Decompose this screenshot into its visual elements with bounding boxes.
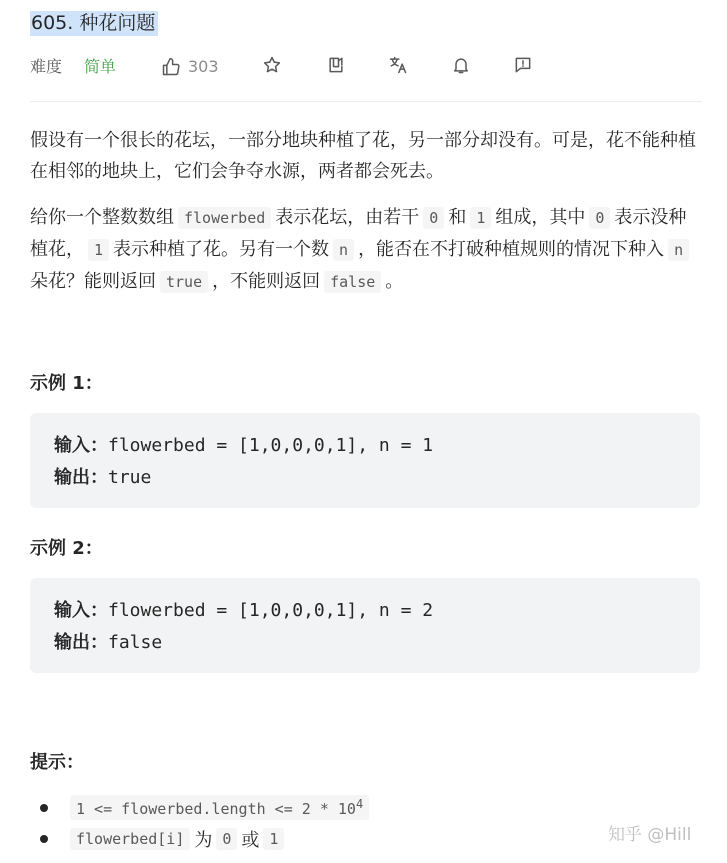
example-2-block (30, 578, 700, 673)
inline-code: n (333, 239, 354, 261)
like-count: 303 (188, 57, 219, 76)
output-value: true (108, 467, 152, 488)
output-label: 输出： (54, 467, 108, 488)
like-button[interactable] (160, 54, 219, 80)
description-paragraph-1: 假设有一个很长的花坛，一部分地块种植了花，另一部分却没有。可是，花不能种植在相邻的地块上，它们会争夺水源，两者都会死去。 (30, 130, 696, 182)
difficulty-label: 难度 (30, 57, 63, 76)
input-value: flowerbed = [1,0,0,0,1], n = 1 (108, 435, 434, 456)
example-1-block (30, 413, 700, 508)
input-value: flowerbed = [1,0,0,0,1], n = 2 (108, 600, 434, 621)
hint-item-2 (70, 826, 288, 852)
text-segment: 组成，其中 (495, 207, 586, 228)
constraint-text: 1 <= flowerbed.length <= 2 * 10 (76, 800, 356, 818)
divider (30, 101, 702, 102)
bell-icon[interactable] (450, 54, 472, 76)
feedback-icon[interactable] (512, 54, 534, 76)
bullet (40, 804, 48, 812)
thumbs-up-icon (160, 56, 182, 78)
bullet (40, 835, 48, 843)
text-segment: 朵花？能则返回 (30, 271, 156, 292)
text-segment: 表示没种植花， (30, 207, 687, 260)
text-segment: 和 (448, 207, 467, 228)
watermark: 知乎 @Hill (608, 825, 692, 845)
input-label: 输入： (54, 600, 108, 621)
inline-code: true (160, 271, 208, 293)
difficulty-value: 简单 (84, 57, 117, 76)
title-row (30, 10, 158, 36)
inline-code: 1 (470, 207, 491, 229)
input-label: 输入： (54, 435, 108, 456)
problem-title[interactable]: 605. 种花问题 (30, 11, 158, 36)
text-segment: ，能否在不打破种植规则的情况下种入 (358, 239, 665, 260)
example-1-input-line (54, 430, 433, 462)
inline-code: flowerbed[i] (70, 828, 190, 850)
star-icon[interactable] (261, 54, 283, 76)
example-1-output-line (54, 462, 151, 494)
text-segment: ，不能则返回 (212, 271, 321, 292)
text-segment: 为 (194, 830, 213, 851)
translate-icon[interactable] (387, 54, 409, 76)
output-label: 输出： (54, 632, 108, 653)
inline-code: 1 (88, 239, 109, 261)
exponent: 4 (355, 797, 364, 811)
inline-code (70, 795, 369, 820)
meta-bar (30, 54, 702, 80)
text-segment: 给你一个整数数组 (30, 207, 174, 228)
inline-code: 0 (216, 828, 237, 850)
inline-code: flowerbed (178, 207, 271, 229)
hints-heading: 提示： (30, 752, 84, 773)
text-segment: 或 (241, 830, 260, 851)
text-segment: 。 (385, 271, 404, 292)
inline-code: 0 (423, 207, 444, 229)
share-icon[interactable] (325, 54, 347, 76)
example-1-heading: 示例 1： (30, 373, 103, 394)
text-segment: 表示花坛，由若干 (275, 207, 420, 228)
output-value: false (108, 632, 163, 653)
example-2-output-line (54, 627, 162, 659)
text-segment: 表示种植了花。另有一个数 (113, 239, 330, 260)
inline-code: 0 (589, 207, 610, 229)
hint-item-1 (70, 795, 373, 820)
inline-code: n (668, 239, 689, 261)
example-2-heading: 示例 2： (30, 538, 103, 559)
description-paragraph-2 (30, 202, 702, 298)
example-2-input-line (54, 595, 433, 627)
inline-code: false (324, 271, 381, 293)
inline-code: 1 (263, 828, 284, 850)
